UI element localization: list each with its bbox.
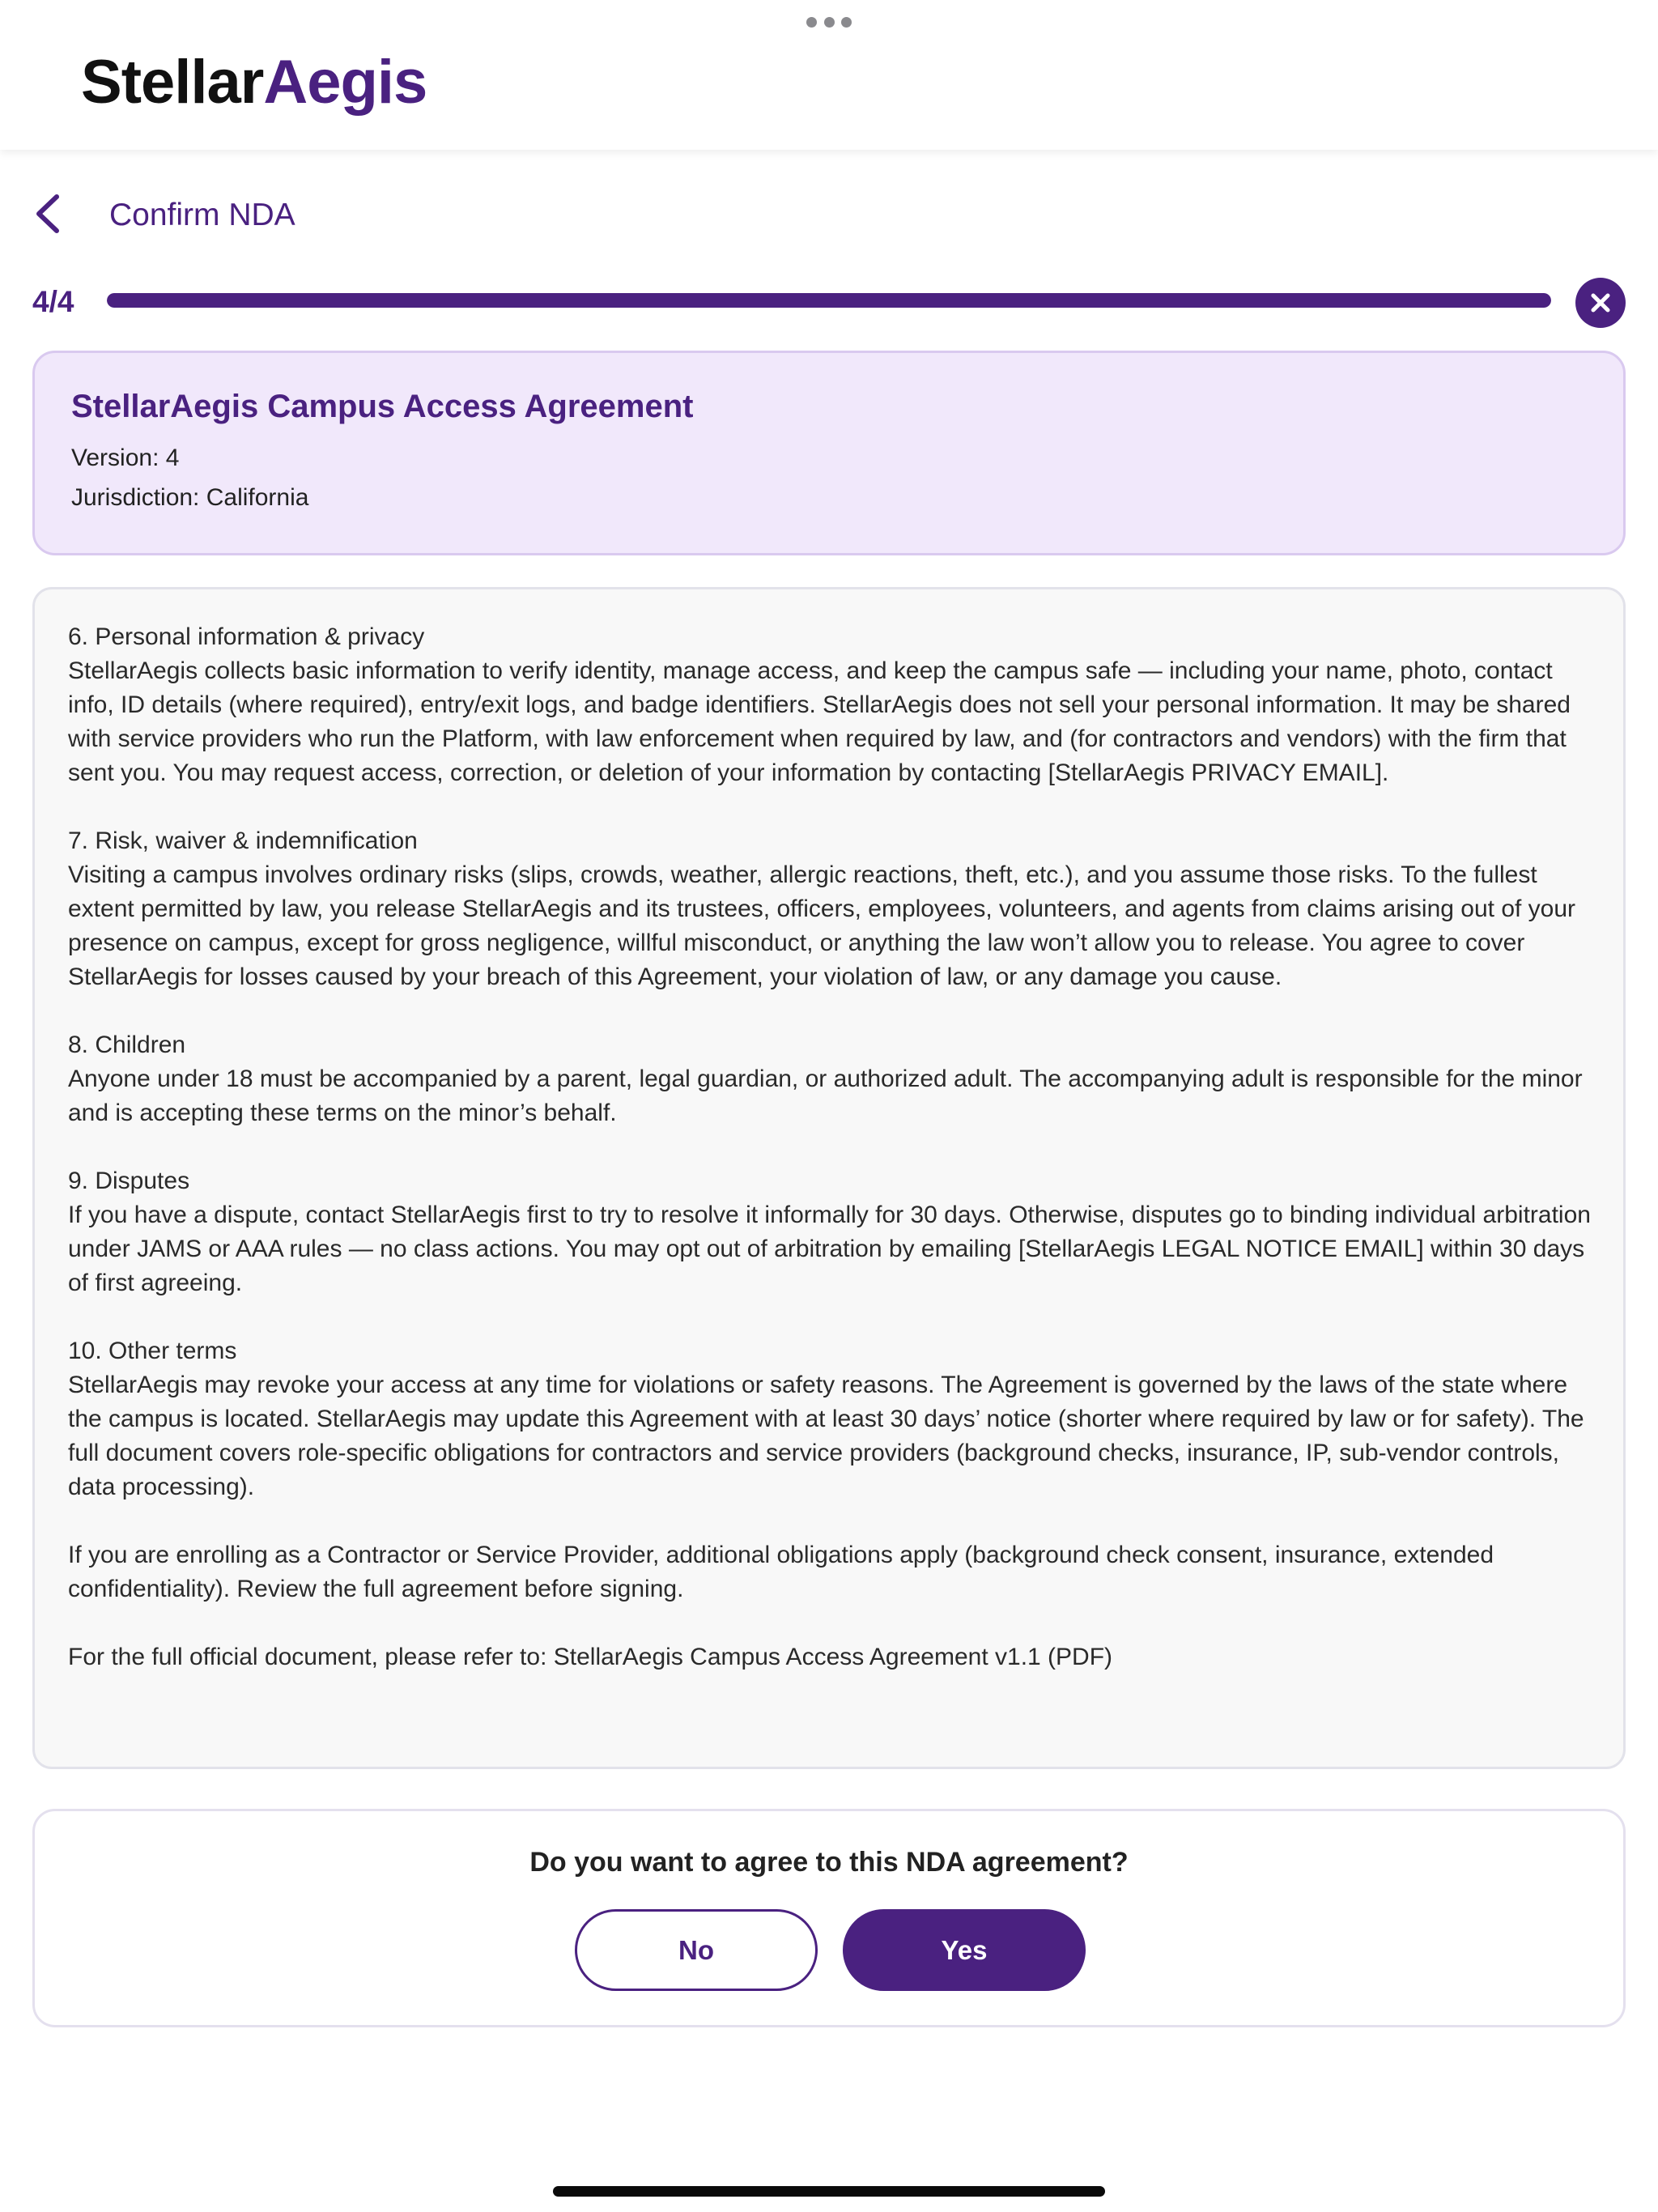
page-title: Confirm NDA	[109, 198, 295, 232]
agree-prompt-card	[32, 1809, 1626, 2027]
multitasking-handle[interactable]	[806, 16, 852, 28]
close-x-icon	[1589, 291, 1612, 314]
close-button[interactable]	[1575, 278, 1626, 328]
agreement-version: Version: 4	[71, 445, 180, 471]
terms-section	[68, 1164, 1591, 1300]
dot-icon	[841, 17, 852, 28]
terms-scroll-area[interactable]	[32, 587, 1626, 1769]
nav-bar	[0, 186, 1658, 243]
progress-section	[0, 275, 1658, 330]
section-heading: 6. Personal information & privacy	[68, 623, 425, 650]
agreement-jurisdiction: Jurisdiction: California	[71, 484, 309, 511]
section-body: StellarAegis collects basic information to verify identity, manage access, and keep the campus safe — including your name, photo, contact info, ID details (where required), entry/exit logs, and badge identifiers. StellarAegis does not sell your personal information. It may be shared with service providers who run the Platform, with law enforcement when required by law, and (for contractors and vendors) with the firm that sent you. You may request access, correction, or deletion of your information by contacting [StellarAegis PRIVACY EMAIL].	[68, 657, 1571, 786]
section-body: Visiting a campus involves ordinary risks (slips, crowds, weather, allergic reactions, theft, etc.), and you assume those risks. To the fullest extent permitted by law, you release StellarAegis and its trustees, officers, employees, volunteers, and agents from claims arising out of your presence on campus, except for gross negligence, willful misconduct, or anything the law won’t allow you to release. You agree to cover StellarAegis for losses caused by your breach of this Agreement, your violation of law, or any damage you cause.	[68, 861, 1576, 990]
terms-content	[68, 620, 1591, 1674]
section-body: StellarAegis may revoke your access at any time for violations or safety reasons. The Agreement is governed by the laws of the state where the campus is located. StellarAegis may update this Agreement with at least 30 days’ notice (shorter where required by law or for safety). The full document covers role-specific obligations for contractors and service providers (background checks, insurance, IP, sub-vendor controls, data processing).	[68, 1372, 1584, 1500]
dot-icon	[806, 17, 817, 28]
contractor-note: If you are enrolling as a Contractor or Service Provider, additional obligations apply (background check consent, insurance, extended confidentiality). Review the full agreement before signing.	[68, 1542, 1494, 1602]
section-body: If you have a dispute, contact StellarAegis first to try to resolve it informally for 30 days. Otherwise, disputes go to binding individual arbitration under JAMS or AAA rules — no class actions. You may opt out of arbitration by emailing [StellarAegis LEGAL NOTICE EMAIL] within 30 days of first agreeing.	[68, 1202, 1591, 1296]
progress-bar	[107, 293, 1551, 308]
section-body: Anyone under 18 must be accompanied by a parent, legal guardian, or authorized adult. The accompanying adult is responsible for the minor and is accepting these terms on the minor’s behalf.	[68, 1066, 1583, 1126]
agree-question: Do you want to agree to this NDA agreement?	[529, 1847, 1129, 1878]
progress-bar-fill	[107, 293, 1551, 308]
brand-logo	[81, 42, 427, 123]
yes-button[interactable]: Yes	[843, 1909, 1086, 1991]
full-document-link[interactable]: For the full official document, please refer to: StellarAegis Campus Access Agreement v1.1 (PDF)	[68, 1644, 1113, 1670]
terms-section	[68, 620, 1591, 790]
terms-section	[68, 1334, 1591, 1504]
dot-icon	[824, 17, 835, 28]
section-heading: 8. Children	[68, 1032, 186, 1058]
brand-logo-part2: Aegis	[263, 48, 427, 117]
app-header	[0, 0, 1658, 150]
section-heading: 9. Disputes	[68, 1168, 190, 1194]
agreement-summary-card	[32, 351, 1626, 555]
section-heading: 7. Risk, waiver & indemnification	[68, 827, 418, 854]
step-counter: 4/4	[32, 285, 74, 318]
back-button[interactable]	[26, 191, 71, 236]
no-button[interactable]: No	[575, 1909, 818, 1991]
home-indicator[interactable]	[553, 2186, 1105, 2197]
terms-section	[68, 824, 1591, 994]
chevron-left-icon	[32, 194, 65, 234]
agreement-title: StellarAegis Campus Access Agreement	[71, 389, 694, 424]
terms-section	[68, 1028, 1591, 1130]
brand-logo-part1: Stellar	[81, 48, 264, 117]
section-heading: 10. Other terms	[68, 1338, 237, 1364]
